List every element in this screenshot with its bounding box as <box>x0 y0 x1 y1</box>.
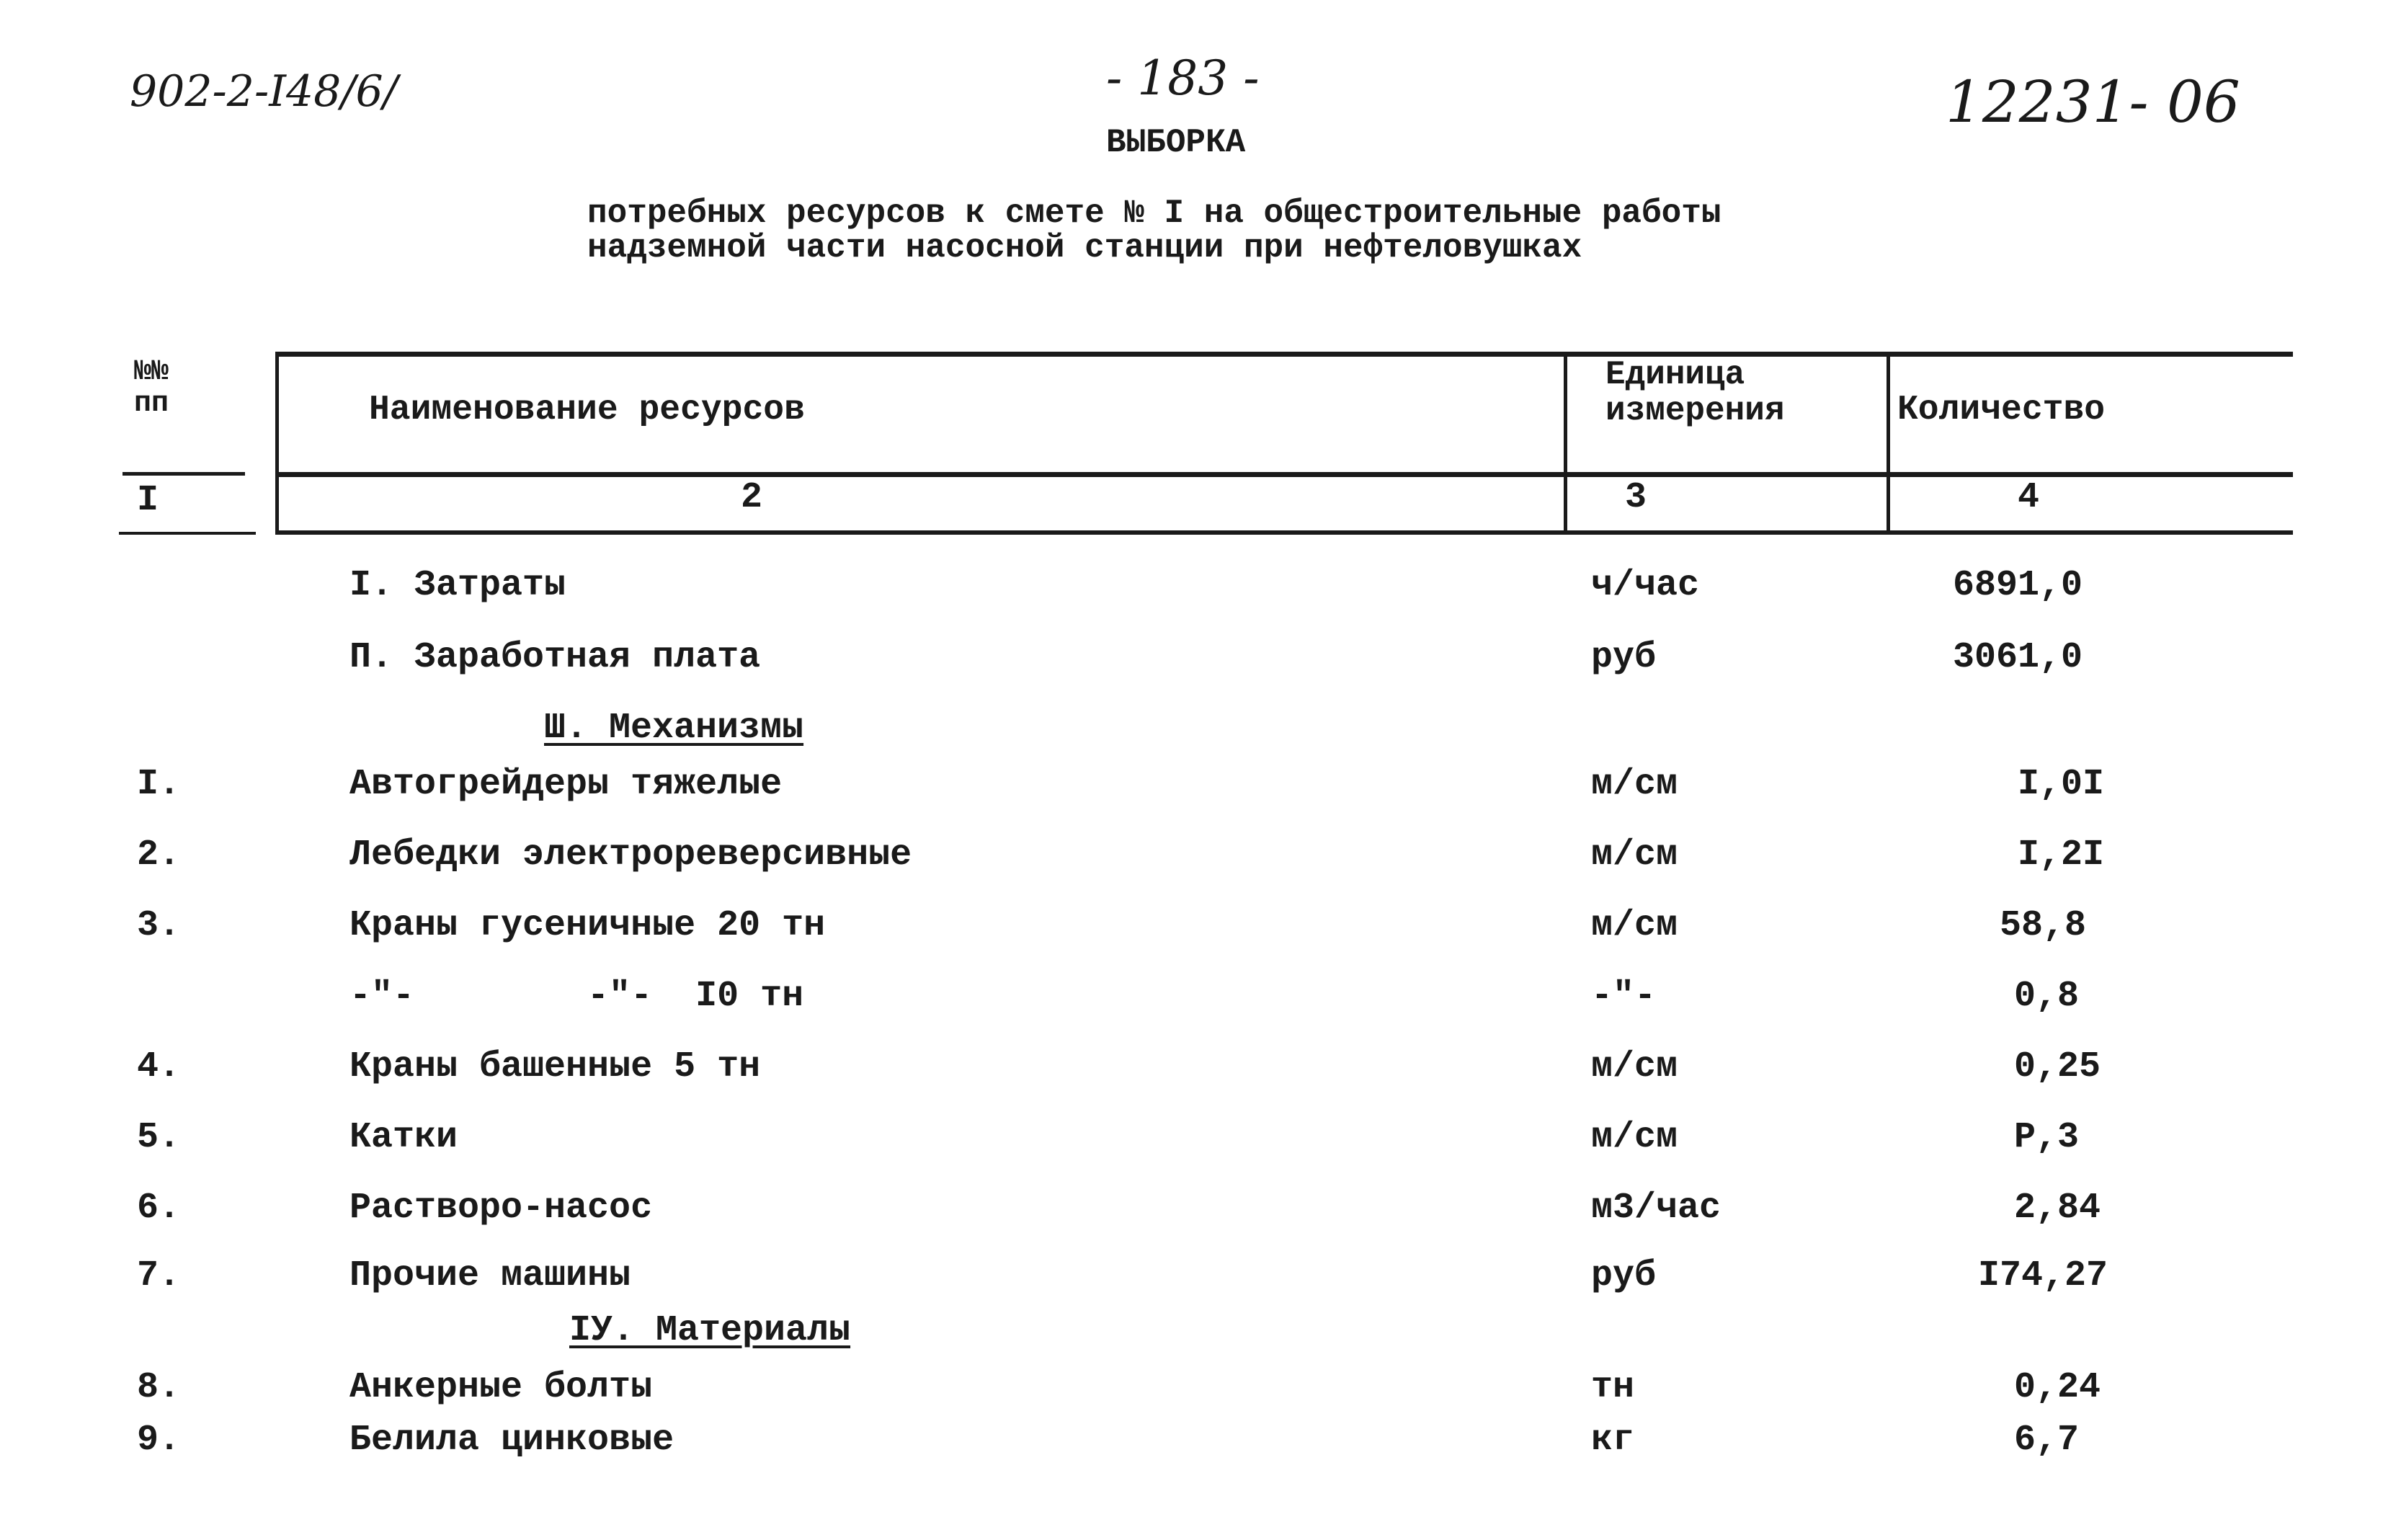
row-quantity: 0,8 <box>2014 976 2080 1017</box>
row-name: Краны башенные 5 тн <box>349 1046 761 1087</box>
table-header-rule <box>275 472 2293 477</box>
row-quantity: Р,3 <box>2014 1117 2080 1158</box>
row-unit: м3/час <box>1591 1188 1721 1229</box>
row-name: Лебедки электрореверсивные <box>349 834 912 876</box>
col-number-2: 2 <box>741 477 763 518</box>
row-number: I. <box>137 764 181 805</box>
section-heading-mechanisms: Ш. Механизмы <box>544 708 804 749</box>
section-heading-materials: IУ. Материалы <box>569 1310 851 1351</box>
col-header-unit: Единица измерения <box>1605 356 1785 429</box>
row-unit: ч/час <box>1591 565 1700 606</box>
table-top-rule <box>275 352 2293 357</box>
row-unit: м/см <box>1591 764 1678 805</box>
document-title: ВЫБОРКА <box>1106 124 1246 161</box>
row-number: 2. <box>137 834 181 876</box>
row-unit: руб <box>1591 1255 1657 1296</box>
col-header-quantity: Количество <box>1897 391 2106 429</box>
col-number-3: 3 <box>1625 477 1647 518</box>
row-number: 8. <box>137 1367 181 1408</box>
document-code: 902-2-I48/6/ <box>130 66 398 117</box>
document-subtitle-line2: надземной части насосной станции при нефтеловушках <box>587 229 1582 267</box>
page-number: - 183 - <box>1106 50 1260 106</box>
row-name: Растворо-насос <box>349 1188 653 1229</box>
row-unit: м/см <box>1591 1117 1678 1158</box>
row-name: Прочие машины <box>349 1255 631 1296</box>
row-quantity: 58,8 <box>2000 905 2087 946</box>
row-number: 3. <box>137 905 181 946</box>
row-number: 4. <box>137 1046 181 1087</box>
col-number-4: 4 <box>2018 477 2040 518</box>
row-unit: кг <box>1591 1420 1635 1461</box>
row-quantity: I74,27 <box>1978 1255 2108 1296</box>
col-divider-3 <box>1887 355 1890 535</box>
document-subtitle-line1: потребных ресурсов к смете № I на общестроительные работы <box>587 195 1721 232</box>
row-quantity: 6891,0 <box>1953 565 2083 606</box>
col-divider-1 <box>275 355 279 535</box>
row-unit: тн <box>1591 1367 1635 1408</box>
row-name: Краны гусеничные 20 тн <box>349 905 826 946</box>
row-name: Катки <box>349 1117 458 1158</box>
row-unit: м/см <box>1591 905 1678 946</box>
row-name: Анкерные болты <box>349 1367 653 1408</box>
col-number-1: I <box>137 480 159 521</box>
col-header-number: №№ пп <box>134 356 169 420</box>
row-name: П. Заработная плата <box>349 637 761 678</box>
row-name: Автогрейдеры тяжелые <box>349 764 783 805</box>
row-unit: руб <box>1591 637 1657 678</box>
row-quantity: 2,84 <box>2014 1188 2101 1229</box>
col-divider-2 <box>1564 355 1567 535</box>
row-quantity: I,2I <box>2018 834 2105 876</box>
row-quantity: 6,7 <box>2014 1420 2080 1461</box>
inventory-number: 12231- 06 <box>1946 68 2240 135</box>
row-unit: м/см <box>1591 1046 1678 1087</box>
row-quantity: 0,25 <box>2014 1046 2101 1087</box>
table-number-rule <box>275 530 2293 535</box>
row-number: 7. <box>137 1255 181 1296</box>
num-col-rule-top <box>123 472 245 476</box>
row-number: 9. <box>137 1420 181 1461</box>
row-number: 5. <box>137 1117 181 1158</box>
col-header-name: Наименование ресурсов <box>369 391 805 429</box>
row-unit: м/см <box>1591 834 1678 876</box>
row-name: Белила цинковые <box>349 1420 674 1461</box>
num-col-rule-bottom <box>119 532 256 535</box>
row-quantity: I,0I <box>2018 764 2105 805</box>
row-quantity: 0,24 <box>2014 1367 2101 1408</box>
row-name: I. Затраты <box>349 565 566 606</box>
row-quantity: 3061,0 <box>1953 637 2083 678</box>
row-unit: -"- <box>1591 976 1657 1017</box>
row-name: -"- -"- I0 тн <box>349 976 804 1017</box>
row-number: 6. <box>137 1188 181 1229</box>
